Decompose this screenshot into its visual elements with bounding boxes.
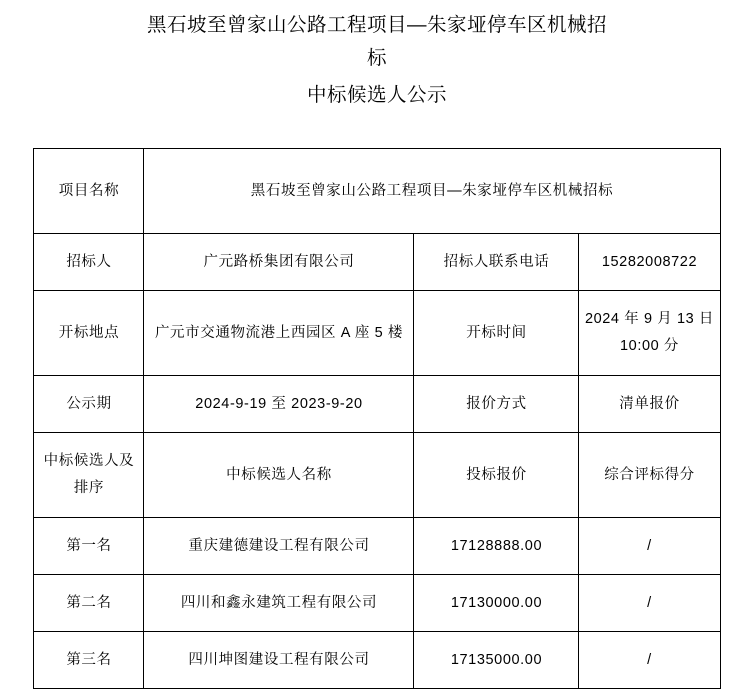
row-value-bid-opening-time: 2024 年 9 月 13 日 10:00 分 <box>579 291 720 376</box>
row-value-tenderer: 广元路桥集团有限公司 <box>144 234 414 291</box>
candidate-score: / <box>579 518 720 575</box>
candidate-rank: 第二名 <box>34 575 144 632</box>
row-value-bid-opening-place: 广元市交通物流港上西园区 A 座 5 楼 <box>144 291 414 376</box>
table-row <box>34 518 720 575</box>
page-subtitle: 中标候选人公示 <box>306 84 447 106</box>
row-label-bid-opening-time: 开标时间 <box>414 291 579 376</box>
candidate-rank: 第三名 <box>34 632 144 689</box>
row-value-tenderer-phone: 15282008722 <box>579 234 720 291</box>
row-label-bid-opening-place: 开标地点 <box>34 291 144 376</box>
page-title-line-1: 黑石坡至曾家山公路工程项目—朱家垭停车区机械招 <box>146 14 607 36</box>
table-row <box>34 575 720 632</box>
row-label-project-name: 项目名称 <box>34 149 144 234</box>
row-label-tenderer: 招标人 <box>34 234 144 291</box>
candidates-header-score: 综合评标得分 <box>579 433 720 518</box>
table-row-candidates-header <box>34 433 720 518</box>
candidate-name: 四川和鑫永建筑工程有限公司 <box>144 575 414 632</box>
candidate-score: / <box>579 575 720 632</box>
table-row <box>34 632 720 689</box>
table-row-bid-opening-place <box>34 291 720 376</box>
table-row-tenderer <box>34 234 720 291</box>
row-label-tenderer-phone: 招标人联系电话 <box>414 234 579 291</box>
candidate-price: 17135000.00 <box>414 632 579 689</box>
candidate-price: 17130000.00 <box>414 575 579 632</box>
page-title-line-2: 标 <box>366 47 387 69</box>
candidates-header-name: 中标候选人名称 <box>144 433 414 518</box>
table-row-project-name <box>34 149 720 234</box>
row-value-publicity-period: 2024-9-19 至 2023-9-20 <box>144 376 414 433</box>
table-row-publicity-period <box>34 376 720 433</box>
candidates-header-label: 中标候选人及排序 <box>34 433 144 518</box>
candidates-header-price: 投标报价 <box>414 433 579 518</box>
row-value-quotation-method: 清单报价 <box>579 376 720 433</box>
candidate-rank: 第一名 <box>34 518 144 575</box>
row-value-project-name: 黑石坡至曾家山公路工程项目—朱家垭停车区机械招标 <box>144 149 720 234</box>
bid-announcement-table <box>33 148 720 689</box>
page-title <box>0 0 754 75</box>
row-label-quotation-method: 报价方式 <box>414 376 579 433</box>
candidate-score: / <box>579 632 720 689</box>
candidate-name: 重庆建德建设工程有限公司 <box>144 518 414 575</box>
row-label-publicity-period: 公示期 <box>34 376 144 433</box>
candidate-price: 17128888.00 <box>414 518 579 575</box>
candidate-name: 四川坤图建设工程有限公司 <box>144 632 414 689</box>
